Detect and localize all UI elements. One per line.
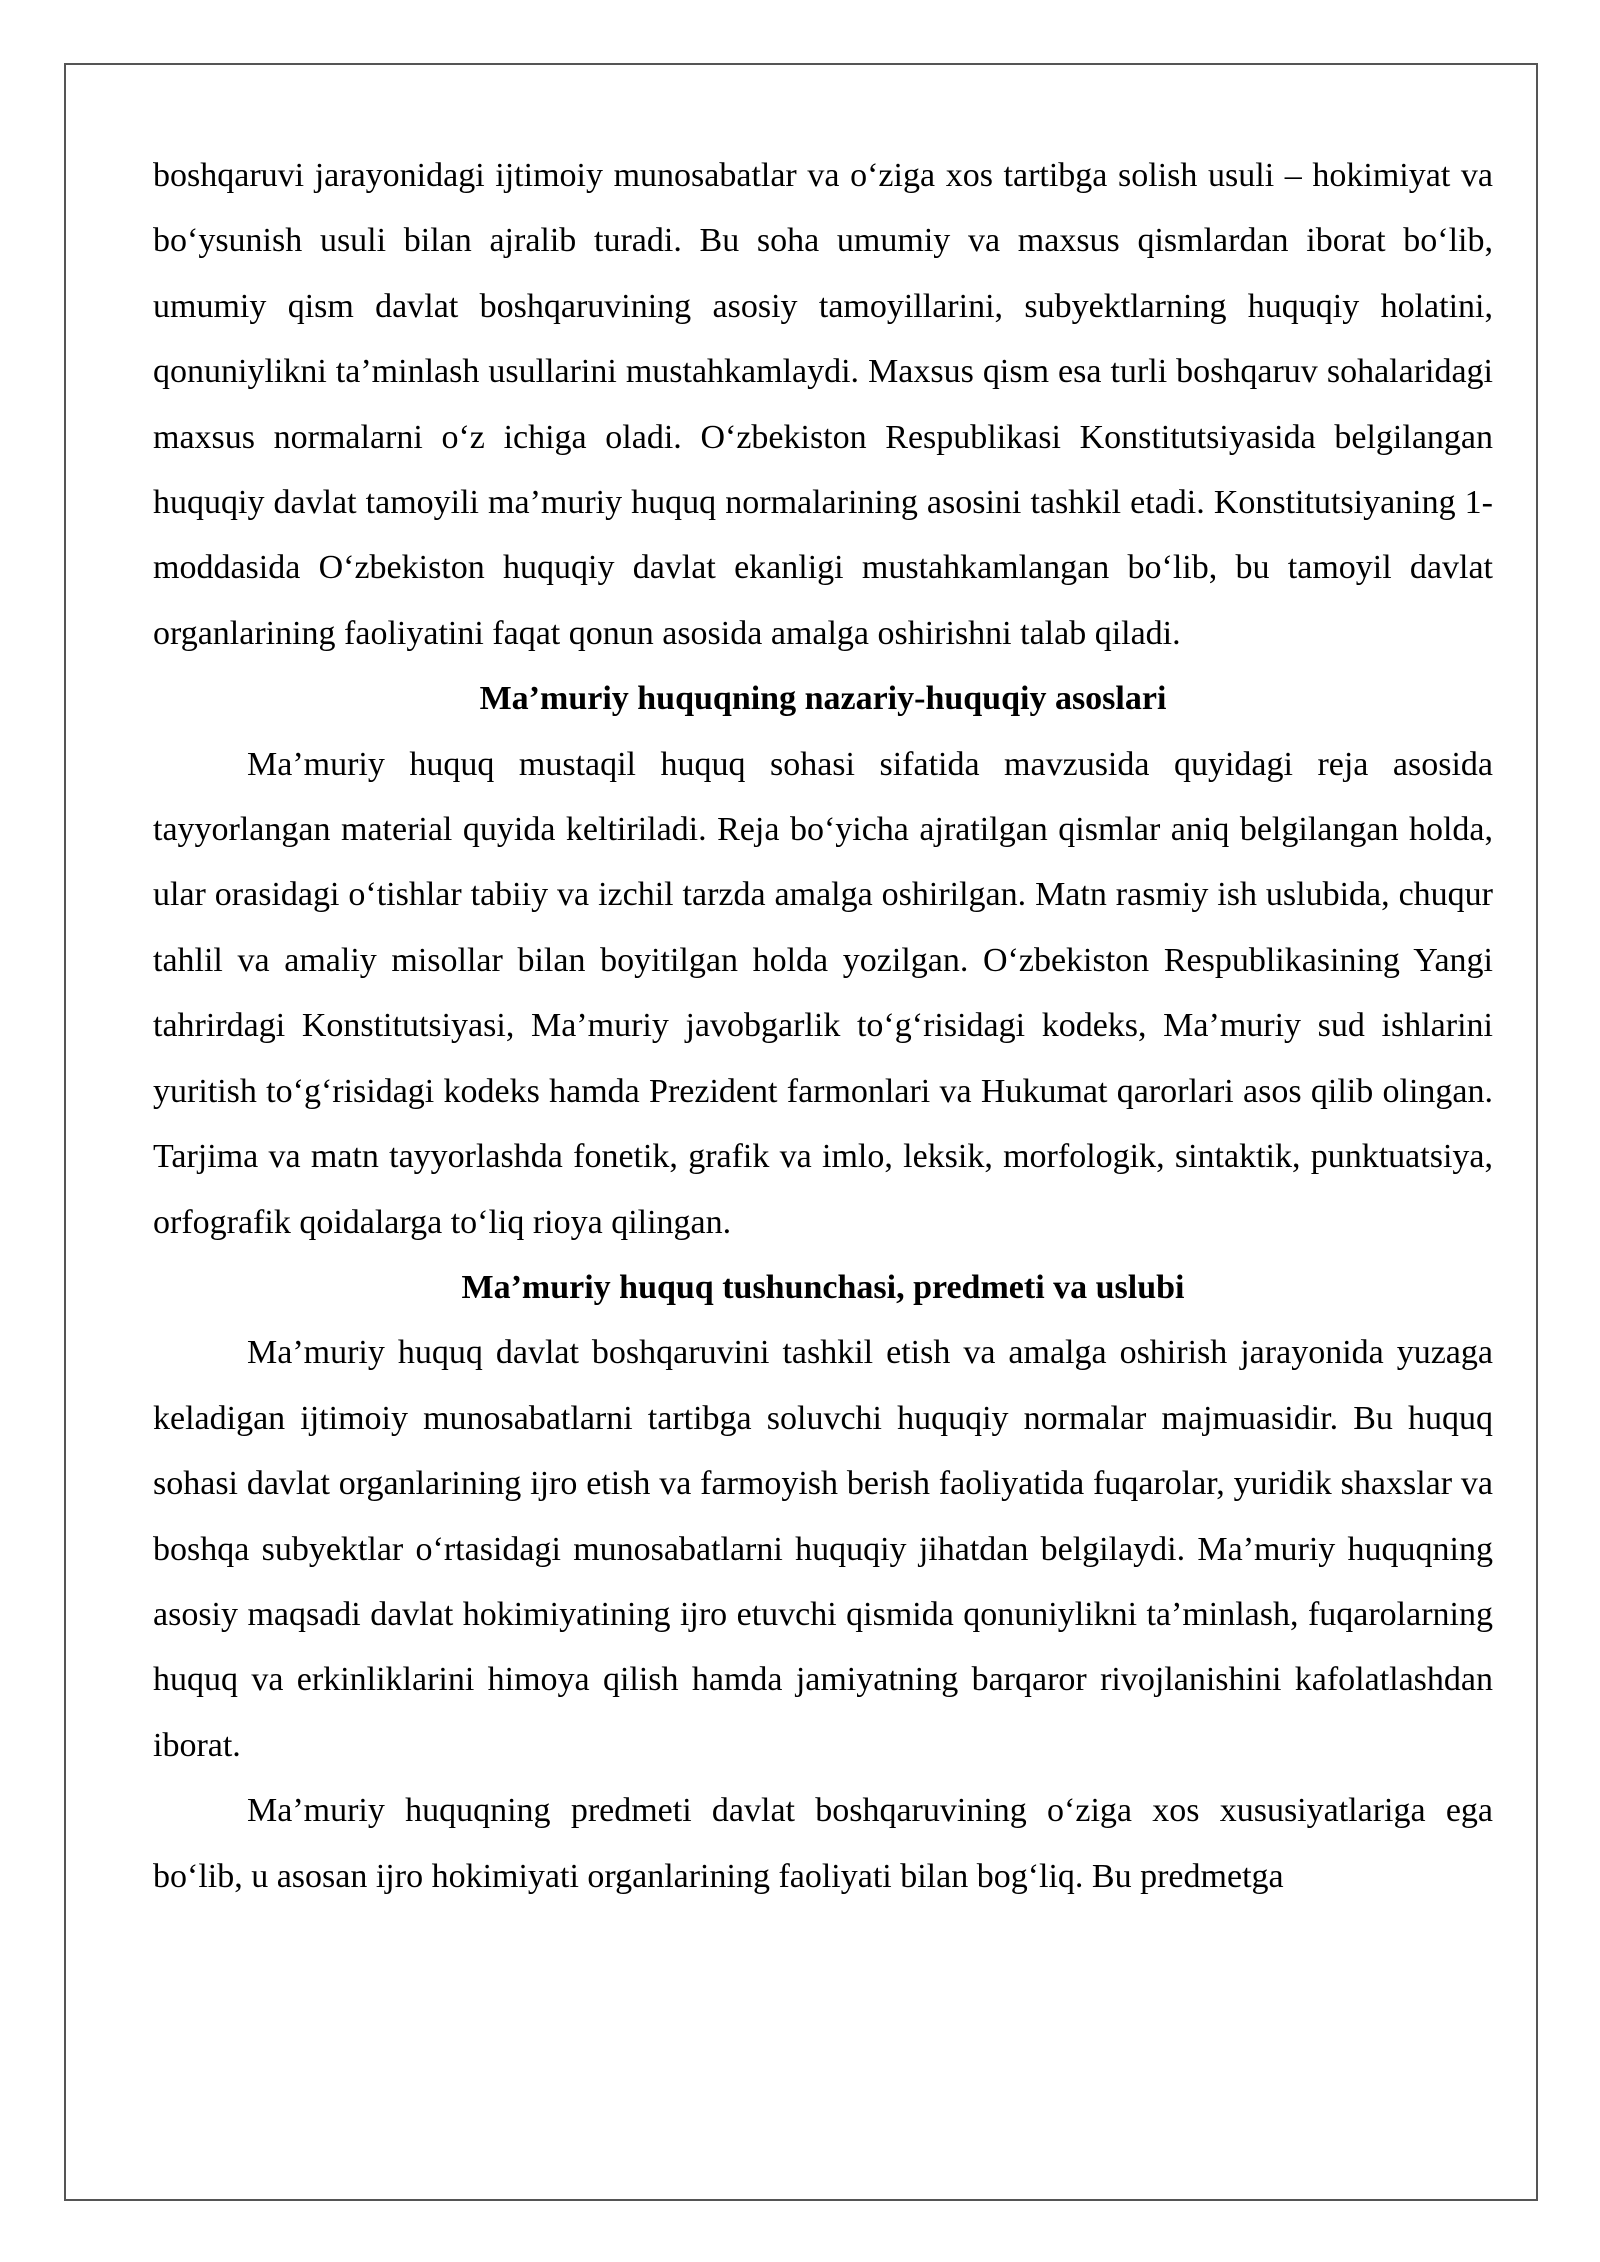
section-heading-concept-subject-method: Ma’muriy huquq tushunchasi, predmeti va uslubi xyxy=(461,1268,1185,1306)
paragraph-subject: Ma’muriy huquqning predmeti davlat boshqaruvining o‘ziga xos xususiyatlariga ega bo‘lib, u asosan ijro hokimiyati organlarining faoliyati bilan bog‘liq. Bu predmetga xyxy=(153,1792,1493,1895)
section-heading-theoretical-foundations: Ma’muriy huquqning nazariy-huquqiy asoslari xyxy=(479,680,1167,718)
document-body xyxy=(153,143,1493,1909)
paragraph-definition: Ma’muriy huquq davlat boshqaruvini tashkil etish va amalga oshirish jarayonida yuzaga keladigan ijtimoiy munosabatlarni tartibga soluvchi huquqiy normalar majmuasidir. Bu huquq sohasi davlat organlarining ijro etish va farmoyish berish faoliyatida fuqarolar, yuridik shaxslar va boshqa subyektlar o‘rtasidagi munosabatlarni huquqiy jihatdan belgilaydi. Ma’muriy huquqning asosiy maqsadi davlat hokimiyatining ijro etuvchi qismida qonuniylikni ta’minlash, fuqarolarning huquq va erkinliklarini himoya qilish hamda jamiyatning barqaror rivojlanishini kafolatlashdan iborat. xyxy=(153,1334,1493,1764)
paragraph-intro: Ma’muriy huquq mustaqil huquq sohasi sifatida mavzusida quyidagi reja asosida tayyorlangan material quyida keltiriladi. Reja bo‘yicha ajratilgan qismlar aniq belgilangan holda, ular orasidagi o‘tishlar tabiiy va izchil tarzda amalga oshirilgan. Matn rasmiy ish uslubida, chuqur tahlil va amaliy misollar bilan boyitilgan holda yozilgan. O‘zbekiston Respublikasining Yangi tahrirdagi Konstitutsiyasi, Ma’muriy javobgarlik to‘g‘risidagi kodeks, Ma’muriy sud ishlarini yuritish to‘g‘risidagi kodeks hamda Prezident farmonlari va Hukumat qarorlari asos qilib olingan. Tarjima va matn tayyorlashda fonetik, grafik va imlo, leksik, morfologik, sintaktik, punktuatsiya, orfografik qoidalarga to‘liq rioya qilingan. xyxy=(153,745,1493,1241)
paragraph-continuation: boshqaruvi jarayonidagi ijtimoiy munosabatlar va o‘ziga xos tartibga solish usuli – hokimiyat va bo‘ysunish usuli bilan ajralib turadi. Bu soha umumiy va maxsus qismlardan iborat bo‘lib, umumiy qism davlat boshqaruvining asosiy tamoyillarini, subyektlarning huquqiy holatini, qonuniylikni ta’minlash usullarini mustahkamlaydi. Maxsus qism esa turli boshqaruv sohalaridagi maxsus normalarni o‘z ichiga oladi. O‘zbekiston Respublikasi Konstitutsiyasida belgilangan huquqiy davlat tamoyili ma’muriy huquq normalarining asosini tashkil etadi. Konstitutsiyaning 1-moddasida O‘zbekiston huquqiy davlat ekanligi mustahkamlangan bo‘lib, bu tamoyil davlat organlarining faoliyatini faqat qonun asosida amalga oshirishni talab qiladi. xyxy=(153,157,1493,652)
